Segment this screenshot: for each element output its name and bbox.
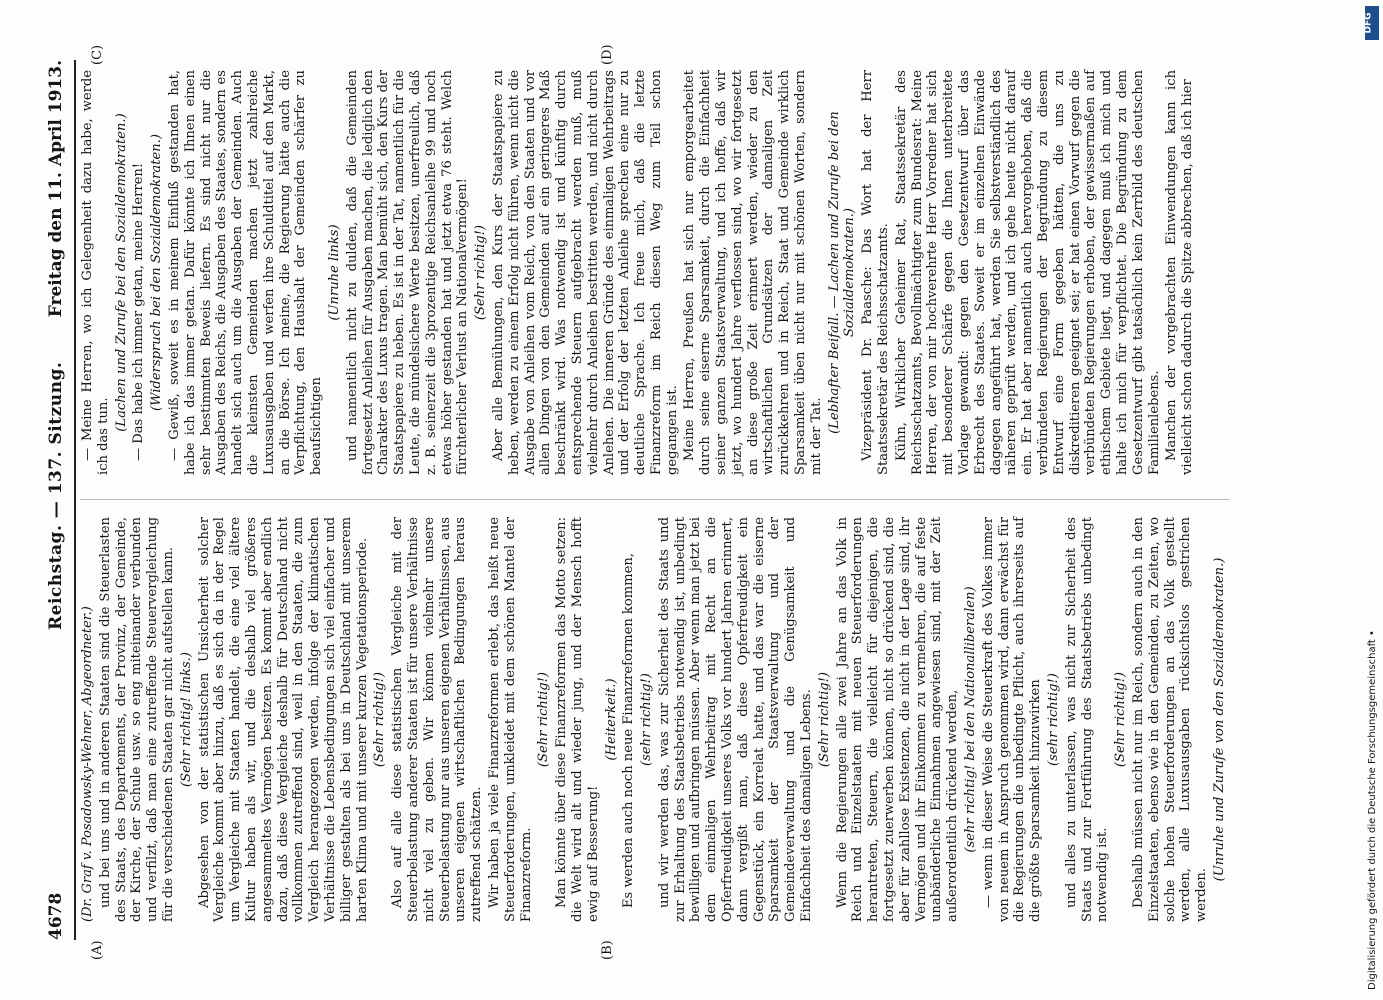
margin-marker-a: (A) <box>90 940 105 960</box>
paragraph: Aber alle Bemühungen, den Kurs der Staatspapiere zu heben, werden zu einem Erfolg nicht führen, wenn nicht die Ausgabe von Anleihen vom Reich, von den Staaten und vor allen Dingen von den Gemeinden auf ein geringeres Maß beschränkt wird. Was notwendig ist und künftig durch entsprechende Steuern aufgebracht werden muß, muß vielmehr durch Anleihen bestritten werden, und nicht durch Anlehen. Die inneren Gründe des einmaligen Wehrbeitrags und der Erfolg der letzten Anleihe sprechen eine nur zu deutliche Sprache. Ich freue mich, daß die letzte Finanzreform im Reich diesen Weg zum Teil schon gegangen ist. <box>490 70 680 475</box>
interjection: (Lachen und Zurufe bei den Sozialdemokraten.) <box>113 113 129 432</box>
margin-marker-d: (D) <box>600 44 615 65</box>
interjection: (Sehr richtig!) <box>816 671 832 768</box>
interjection: (Unruhe links) <box>326 224 342 321</box>
interjection: (Sehr richtig!) <box>372 671 388 768</box>
interjection: (Sehr richtig!) <box>536 671 552 768</box>
margin-marker-b: (B) <box>600 940 615 960</box>
paragraph: und bei uns und in anderen Staaten sind die Steuerlasten des Staats, des Departements, der Provinz, der Gemeinde, der Kirche, der Schule usw. so eng miteinander verbunden und verfilzt, daß man eine zutreffende Steuervergleichung für die verschiedenen Staaten gar nicht aufstellen kann. <box>97 517 176 922</box>
paragraph: Wir haben ja viele Finanzreformen erlebt, das heißt neue Steuerforderungen, umkleidet mit dem schönen Mantel der Finanzreform. <box>486 517 534 922</box>
session-date: Freitag den 11. April 1913. <box>46 60 66 318</box>
paragraph: und wir werden das, was zur Sicherheit des Staats und zur Erhaltung des Staatsbetriebs notwendig ist, unbedingt bewilligen und aufbringen müssen. Aber wenn man jetzt bei dem einmaligen Wehrbeitrag mit Recht an die Opferfreudigkeit unseres Volks vor hundert Jahren erinnert, dann vergißt man, daß diese Opferfreudigkeit ein Gegenstück, ein Korrelat hatte, und das war die eiserne Sparsamkeit der Staatsverwaltung und der Gemeindeverwaltung und die Genügsamkeit und Einfachheit des damaligen Lebens. <box>656 517 815 922</box>
paragraph: — Gewiß, soweit es in meinem Einfluß gestanden hat, habe ich das immer getan. Dafür könnte ich Ihnen einen sehr bestimmten Beweis liefern. Es sind nicht nur die Ausgaben des Reichs, die Ausgaben des Staates, sondern es handelt sich auch um die Ausgaben der Gemeinden. Auch die kleinsten Gemeinden machen jetzt zahlreiche Luxusausgaben und werfen ihre Schuldtitel auf den Markt, an die Börse. Ich meine, die Regierung hätte auch die Verpflichtung, den Haushalt der Gemeinden schärfer zu beaufsichtigen <box>166 70 325 475</box>
interjection: (Sehr richtig! links.) <box>178 652 194 787</box>
dfg-logo: DFG <box>1365 6 1379 40</box>
paragraph: — Das habe ich immer getan, meine Herren! <box>131 162 147 461</box>
running-header <box>40 60 76 940</box>
margin-marker-c: (C) <box>90 44 105 65</box>
interjection: (Sehr richtig!) <box>473 224 489 321</box>
right-column-paragraphs <box>80 70 1196 475</box>
paragraph: und namentlich nicht zu dulden, daß die Gemeinden fortgesetzt Anleihen für Ausgaben machen, die lediglich den Charakter des Luxus tragen. Man bemüht sich, den Kurs der Staatspapiere zu heben. Es ist in der Tat, namentlich für die Leute, die mündelsichere Werte besitzen, unerfreulich, daß z. B. seinerzeit die 3prozentige Reichsanleihe 99 und noch etwas höher gestanden hat und jetzt etwa 76 steht. Welch fürchterlicher Verlust an Nationalvermögen! <box>344 70 471 475</box>
digitization-credit: Digitalisierung gefördert durch die Deutsche Forschungsgemeinschaft • <box>1367 630 1378 990</box>
paragraph: Deshalb müssen nicht nur im Reich, sondern auch in den Einzelstaaten, ebenso wie in den Gemeinden, zu Zeiten, wo solche hohen Steuerforderungen an das Volk gestellt werden, alle Luxusausgaben rücksichtslos gestrichen werden. <box>1131 517 1210 922</box>
paragraph: Wenn die Regierungen alle zwei Jahre an das Volk in Reich und Einzelstaaten mit neuen Steuerforderungen herantreten, Steuern, die vielleicht für diejenigen, die fortgesetzt zuerwerben können, nicht so drückend sind, die aber für zahllose Existenzen, die nicht in der Lage sind, ihr Vermögen und ihr Einkommen zu vermehren, die auf feste unabänderliche Einnahmen angewiesen sind, mit der Zeit außerordentlich drückend werden, <box>834 517 961 922</box>
right-column <box>80 70 1230 475</box>
paragraph: Kühn, Wirklicher Geheimer Rat, Staatssekretär des Reichsschatzamts, Bevollmächtigter zum Bundesrat: Meine Herren, der von mir hochverehrte Herr Vorredner hat sich mit besonderer Schärfe gegen die Ihnen unterbreitete Vorlage gewandt: gegen den Gesetzentwurf über das Erbrecht des Staates. Soweit er im einzelnen Einwände dagegen angeführt hat, werden Sie selbstverständlich des näheren geprüft werden, und ich gehe heute nicht darauf ein. Er hat aber namentlich auch hervorgehoben, daß die verbündeten Regierungen der Begründung zu diesem Entwurf eine Form gegeben hätten, die uns zu diskreditieren geeignet sei; er hat einen Vorwurf gegen die verbündeten Regierungen erhoben, der gewissermaßen auf ethischem Gebiete liegt, und dagegen muß ich mich und halte ich mich für verpflichtet. Die Begründung zu dem Gesetzentwurf gibt tatsächlich kein Zerrbild des deutschen Familienlebens. <box>893 70 1162 475</box>
page-number: 4678 <box>46 892 66 940</box>
interjection: (Heiterkeit.) <box>603 678 619 761</box>
interjection: (Sehr richtig!) <box>1113 671 1129 768</box>
paragraph: Vizepräsident Dr. Paasche: Das Wort hat der Herr Staatssekretär des Reichsschatzamts. <box>860 70 892 475</box>
paragraph: Manchen der vorgebrachten Einwendungen kann ich vielleicht schon dadurch die Spitze abbrechen, daß ich hier <box>1164 70 1196 475</box>
speaker-line: (Dr. Graf v. Posadowsky-Wehner, Abgeordneter.) <box>80 606 95 922</box>
paragraph: — Meine Herren, wo ich Gelegenheit dazu habe, werde ich das tun. <box>80 70 111 475</box>
footer-strip <box>1367 50 1381 990</box>
interjection: (sehr richtig!) <box>639 673 655 766</box>
left-column <box>80 517 1230 922</box>
interjection: (Lebhafter Beifall. — Lachen und Zurufe bei den Sozialdemokraten.) <box>826 111 858 434</box>
interjection: (Widerspruch bei den Sozialdemokraten.) <box>149 134 165 411</box>
paragraph: und alles zu unterlassen, was nicht zur Sicherheit des Staats und zur Fortführung des Staatsbetriebs unbedingt notwendig ist. <box>1063 517 1111 922</box>
interjection: (sehr richtig!) <box>1046 673 1062 766</box>
session-title: Reichstag. — 137. Sitzung. <box>46 361 66 630</box>
paragraph: Es werden auch noch neue Finanzreformen kommen, <box>621 553 637 908</box>
column-divider <box>80 499 1230 500</box>
paragraph: — wenn in dieser Weise die Steuerkraft des Volkes immer von neuem in Anspruch genommen wird, dann erwächst für die Regierungen die unbedingte Pflicht, auch ihrerseits auf die größte Sparsamkeit hinzuwirken <box>980 517 1044 922</box>
interjection: (sehr richtig! bei den Nationalliberalen) <box>963 586 979 853</box>
paragraph: Abgesehen von der statistischen Unsicherheit solcher Vergleiche kommt aber hinzu, daß es sich da in der Regel um Vergleiche mit Staaten handelt, die eine viel ältere Kultur haben als wir, und die deshalb viel größeres angesammeltes Vermögen besitzen. Es kommt aber endlich dazu, daß diese Vergleiche deshalb für Deutschland nicht vollkommen zutreffend sind, weil in den Staaten, die zum Vergleich herangezogen werden, infolge der klimatischen Verhältnisse die Lebensbedingungen sich viel einfacher und billiger gestalten als bei uns in Deutschland mit unserem harten Klima und mit unserer kurzen Vegetationsperiode. <box>196 517 370 922</box>
interjection: (Unruhe und Zurufe von den Sozialdemokraten.) <box>1211 557 1227 882</box>
left-column-paragraphs <box>98 517 1228 922</box>
paragraph: Man könnte über diese Finanzreformen das Motto setzen: die Welt wird alt und wieder jung, und der Mensch hofft ewig auf Besserung! <box>554 517 601 922</box>
paragraph: Meine Herren, Preußen hat sich nur emporgearbeitet durch seine eiserne Sparsamkeit, durch die Einfachheit seiner ganzen Staatsverwaltung, und ich hoffe, daß wir jetzt, wo hundert Jahre verflossen sind, wo wir fortgesetzt an diese große Zeit erinnert werden, wieder zu den wirtschaftlichen Grundsätzen der damaligen Zeit zurückkehren und in Reich, Staat und Gemeinde wirklich Sparsamkeit üben nicht nur mit schönen Worten, sondern mit der Tat. <box>682 70 824 475</box>
paragraph: Also auf alle diese statistischen Vergleiche mit der Steuerbelastung anderer Staaten ist für unsere Verhältnisse nicht viel zu geben. Wir können vielmehr unsere Steuerbelastung nur aus unseren eigenen Verhältnissen, aus unseren eigenen wirtschaftlichen Bedingungen heraus zutreffend schätzen. <box>390 517 485 922</box>
